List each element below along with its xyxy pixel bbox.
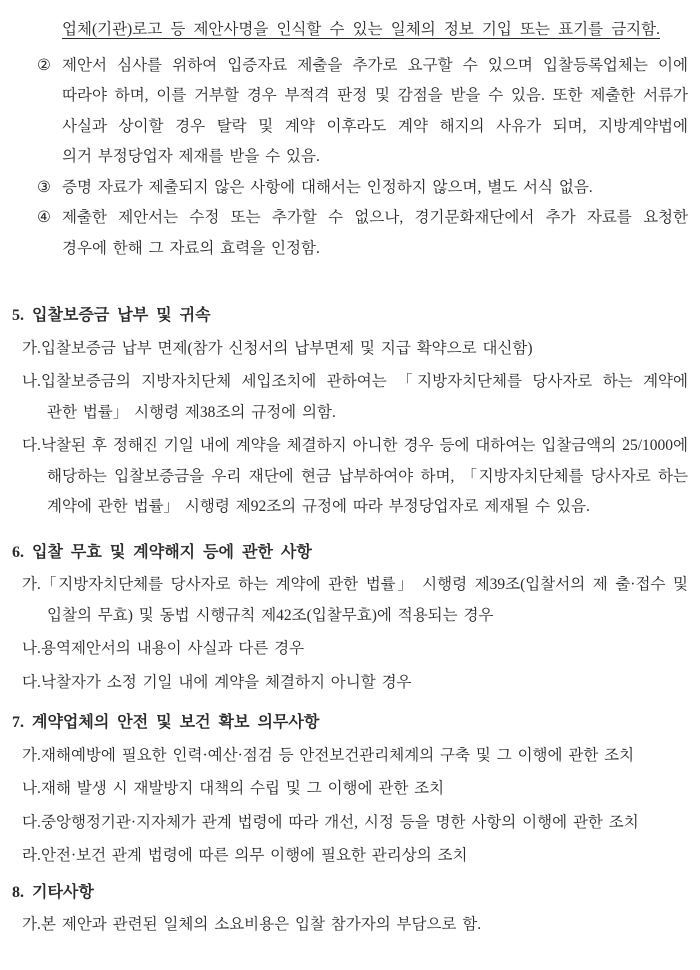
item-line: 제출한 제안서는 수정 또는 추가할 수 없으나, 경기문화재단에서 추가 자료를 요청한 — [62, 209, 688, 226]
section-item — [22, 367, 688, 428]
item-line: 입찰의 무효) 및 동법 시행규칙 제42조(입찰무효)에 적용되는 경우 — [47, 606, 494, 624]
section-number: 6. — [12, 543, 24, 561]
section-item — [22, 774, 688, 805]
item-line: 안전·보건 관계 법령에 따른 의무 이행에 필요한 관리상의 조치 — [41, 847, 468, 864]
item-marker: 라. — [22, 847, 41, 864]
item-marker: ④ — [37, 209, 51, 226]
section-item — [22, 634, 688, 665]
section-item — [22, 431, 688, 523]
section-item — [22, 741, 688, 772]
section-title: 기타사항 — [32, 883, 94, 901]
item-marker: 가. — [22, 576, 41, 593]
item-marker: ② — [37, 56, 51, 74]
item-marker: 다. — [22, 673, 41, 691]
section-6-heading — [12, 538, 688, 569]
item-marker: 다. — [22, 813, 41, 831]
numbered-item-3 — [37, 173, 688, 204]
item-line: 의거 부정당업자 제재를 받을 수 있음. — [62, 148, 320, 165]
item-line: 입찰보증금의 지방자치단체 세입조치에 관하여는 「지방자치단체를 당사자로 하는 계약에 — [41, 373, 688, 390]
section-7-heading — [12, 708, 688, 739]
item-marker: 다. — [22, 437, 41, 454]
section-item — [22, 334, 688, 365]
section-title: 계약업체의 안전 및 보건 확보 의무사항 — [32, 714, 320, 731]
item-line: 재해 발생 시 재발방지 대책의 수립 및 그 이행에 관한 조치 — [41, 780, 445, 797]
section-item — [22, 570, 688, 631]
item-line: 사실과 상이할 경우 탈락 및 계약 이후라도 계약 해지의 사유가 되며, 지방계약법에 — [62, 117, 688, 135]
item-line: 따라야 하며, 이를 거부할 경우 부적격 판정 및 감점을 받을 수 있음. 또한 제출한 서류가 — [62, 87, 688, 104]
item-marker: ③ — [37, 178, 51, 196]
section-title: 입찰 무효 및 계약해지 등에 관한 사항 — [32, 543, 312, 561]
section-title: 입찰보증금 납부 및 귀속 — [32, 307, 211, 324]
item-marker: 나. — [22, 780, 41, 797]
item-line: 재해예방에 필요한 인력·예산·점검 등 안전보건관리체계의 구축 및 그 이행에 관한 조치 — [41, 746, 635, 764]
item-marker: 가. — [22, 746, 41, 764]
item-line: 낙찰자가 소정 기일 내에 계약을 체결하지 아니할 경우 — [41, 673, 412, 691]
item-line: 제안서 심사를 위하여 입증자료 제출을 추가로 요구할 수 있으며 입찰등록업체는 이에 — [62, 56, 688, 74]
item-line: 중앙행정기관·지자체가 관계 법령에 따라 개선, 시정 등을 명한 사항의 이행에 관한 조치 — [41, 813, 639, 831]
item-line: 「지방자치단체를 당사자로 하는 계약에 관한 법률」 시행령 제39조(입찰서의 제 출·접수 및 — [41, 576, 688, 593]
section-item — [22, 841, 688, 872]
section-number: 5. — [12, 307, 24, 324]
section-number: 7. — [12, 714, 24, 731]
section-8-heading — [12, 878, 688, 909]
section-5-heading — [12, 301, 688, 332]
item-line: 증명 자료가 제출되지 않은 사항에 대해서는 인정하지 않으며, 별도 서식 없음. — [62, 178, 593, 196]
section-item — [22, 808, 688, 839]
item-line: 본 제안과 관련된 일체의 소요비용은 입찰 참가자의 부담으로 함. — [41, 916, 482, 933]
intro-underlined-line: 업체(기관)로고 등 제안사명을 인식할 수 있는 일체의 정보 기입 또는 표기를 금지함. — [62, 21, 660, 38]
item-line: 경우에 한해 그 자료의 효력을 인정함. — [62, 239, 320, 257]
section-item — [22, 910, 688, 941]
numbered-item-2 — [37, 51, 688, 173]
item-line: 입찰보증금 납부 면제(참가 신청서의 납부면제 및 지급 확약으로 대신함) — [41, 339, 533, 357]
item-marker: 가. — [22, 916, 41, 933]
section-number: 8. — [12, 883, 24, 901]
item-line: 낙찰된 후 정해진 기일 내에 계약을 체결하지 아니한 경우 등에 대하여는 입찰금액의 25/1000에 — [41, 437, 688, 454]
item-line: 용역제안서의 내용이 사실과 다른 경우 — [41, 640, 305, 657]
section-item — [22, 668, 688, 699]
numbered-item-4 — [37, 203, 688, 264]
item-marker: 나. — [22, 640, 41, 657]
item-marker: 나. — [22, 373, 41, 390]
item-line: 해당하는 입찰보증금을 우리 재단에 현금 납부하여야 하며, 「지방자치단체를 당사자로 하는 — [47, 467, 688, 485]
item-marker: 가. — [22, 339, 41, 357]
item-line: 관한 법률」 시행령 제38조의 규정에 의함. — [47, 403, 336, 421]
item-line: 계약에 관한 법률」 시행령 제92조의 규정에 따라 부정당업자로 제재될 수 있음. — [47, 498, 590, 515]
